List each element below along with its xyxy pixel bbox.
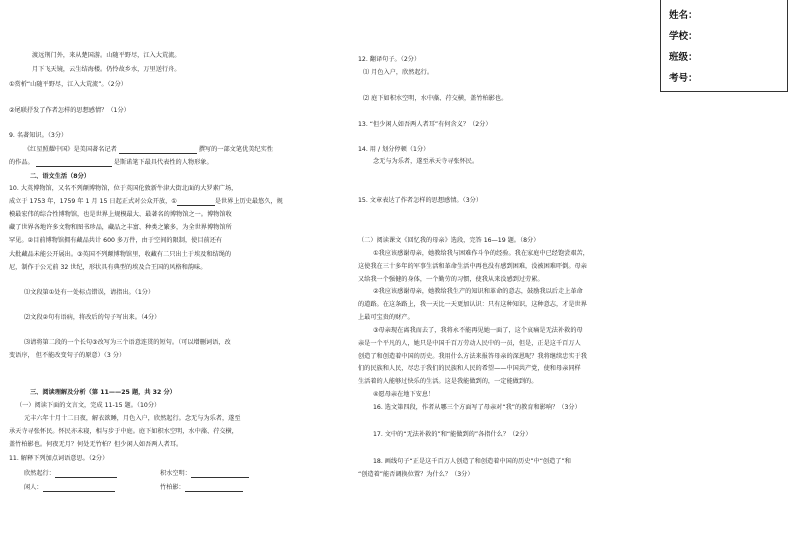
q9-text-b: 撰写的一部文笔优美纪实性 — [198, 146, 273, 153]
reading-2-line-7: ③母亲现在离我而去了，我将永不能再见她一面了，这个哀痛是无法补救的母 — [373, 327, 583, 334]
school-label: 学校： — [669, 31, 698, 42]
reading-1-line-1: 元丰六年十月十二日夜，解衣欲睡，月色入户，欣然起行。念无与为乐者，遂至 — [24, 415, 241, 422]
question-9: 9. 名著知识。（3分） — [9, 132, 68, 139]
q11-item-4: 竹柏影： — [160, 484, 243, 492]
reading-2-line-2: 这使我在三十多年的军事生活和革命生活中再也没有感到困难，没被困难吓倒。母亲 — [358, 263, 587, 270]
reading-2-line-9: 创造了和创造着中国的历史。我用什么方法来报答母亲的深恩呢？我将继续忠实于我 — [358, 353, 587, 360]
q10-line-1: 10. 大英博物馆，又名不列颠博物馆，位于英国伦敦新牛津大街北面的大罗素广场， — [9, 185, 238, 192]
q9-blank-2[interactable] — [36, 159, 112, 167]
class-label: 班级： — [669, 52, 698, 63]
q10-line-2: 成立于 1753 年，1759 年 1 月 15 日起正式对公众开放，① 是世界上历史最悠久，规 — [9, 198, 283, 205]
q9-text-c: 的作品。 — [9, 159, 34, 166]
reading-2-line-3: 又给我一个强健的身体，一个勤劳的习惯，使我从来没感到过劳累。 — [358, 276, 544, 283]
question-11: 11. 解释下列加点词语意思。（2分） — [9, 455, 109, 462]
student-info-box — [660, 0, 788, 92]
q14-sentence: 念无与为乐者，遂至承天寺寻张怀民。 — [373, 158, 479, 165]
reading-2-line-4: ②我应该感谢母亲，她教给我生产的知识和革命的意志，鼓励我以后走上革命 — [373, 288, 583, 295]
reading-2-line-6: 上最可宝贵的财产。 — [358, 314, 414, 321]
question-appreciate: ①赏析“山随平野尽，江入大荒流”。（2分） — [9, 81, 127, 88]
section-2-heading: 二、语文生活（8分） — [30, 173, 90, 180]
reading-1-title: （一）阅读下面的文言文，完成 11-15 题。（10分） — [16, 402, 161, 409]
q10-line-6: 大批藏品未能公开展出。③英国不列颠博物馆里，收藏有二只出土于埃及和结绳的 — [9, 251, 232, 258]
reading-1-line-3: 盖竹柏影也。何夜无月？何处无竹柏？但少闲人如吾两人者耳。 — [9, 441, 183, 448]
question-17: 17. 文中的“无法补救的”和“能做到的”各指什么？（2分） — [373, 431, 532, 438]
q9-text-a: 《红星照耀中国》是美国著名记者 — [24, 146, 117, 153]
q12-sub-1: ⑴ 月色入户，欣然起行。 — [363, 69, 434, 76]
q10-sub-3-line-2: 变语序， 但不能改变句子的原意）（3 分） — [9, 352, 126, 359]
name-label: 姓名： — [669, 10, 698, 21]
reading-2-title: （二）阅读课文《回忆我的母亲》选段，完答 16—19 题。（8分） — [358, 237, 540, 244]
reading-2-line-8: 亲是一个平凡的人，她只是中国千百万劳动人民中的一员，但是，正是这千百万人 — [358, 340, 581, 347]
reading-1-line-2: 承天寺寻张怀民。怀民亦未寝，相与步于中庭。庭下如积水空明，水中藻、荇交横， — [9, 428, 238, 435]
question-13: 13. “但少闲人如吾两人者耳”有何含义？（2分） — [358, 121, 492, 128]
q9-blank-1[interactable] — [119, 146, 197, 154]
q10-line-7: 尼，制作于公元前 32 世纪，形状具有典型的埃及合王国的风格和韵味。 — [9, 264, 207, 271]
question-14: 14. 用 / 划分停顿（1分） — [358, 146, 430, 153]
question-9-line-1 — [24, 146, 273, 154]
q11-item-2: 积水空明： — [160, 470, 249, 478]
question-thought: ②尾联抒发了作者怎样的思想感情？（1分） — [9, 107, 130, 114]
exam-number-label: 考号： — [669, 73, 698, 84]
q11-item-1: 欣然起行： — [24, 470, 117, 478]
q11-item-3: 闲人： — [24, 484, 115, 492]
q10-line-3: 模最宏伟的综合性博物馆，也是世界上规模最大、最著名的博物馆之一。博物馆收 — [9, 211, 232, 218]
q10-sub-1: ⑴文段第①处有一处标点错误，请指出。（1分） — [24, 289, 155, 296]
reading-2-line-1: ①我应该感谢母亲，她教给我与困难作斗争的经验。我在家庭中已经饱尝艰苦， — [373, 250, 589, 257]
q9-text-d: 是斯诺笔下最具代表性的人物形象。 — [113, 159, 213, 166]
q10-line-4: 藏了世界各地许多文物和图书珍品，藏品之丰富、种类之繁多，为全世界博物馆所 — [9, 224, 232, 231]
question-9-line-2 — [9, 159, 213, 167]
reading-2-line-12: ④愿母亲在地下安息！ — [373, 391, 435, 398]
poem-line-1: 渡远荆门外，来从楚国游。山随平野尽，江入大荒流。 — [32, 52, 181, 59]
q12-sub-2: ⑵ 庭下如积水空明，水中藻、荇交横，盖竹柏影也。 — [363, 95, 508, 102]
q10-sub-3-line-1: ⑶请将第二段的一个长句③改写为三个语意连贯的短句。（可以增删词语，改 — [24, 339, 231, 346]
section-3-heading: 三、阅读理解及分析（第 11——25 题，共 32 分） — [30, 389, 176, 396]
reading-2-line-5: 的道路。在这条路上，我一天比一天更加认识：只有这种知识，这种意志，才是世界 — [358, 301, 587, 308]
q10-sub-2: ⑵文段②句有语病，将改后的句子写出来。（4分） — [24, 314, 161, 321]
question-18-line-1: 18. 画线句子“正是这千百万人创造了和创造着中国的历史”中“创造了”和 — [373, 458, 571, 465]
q11-blank-3[interactable] — [43, 484, 115, 492]
question-18-line-2: “创造着”能否调换位置？为什么？（3分） — [358, 471, 474, 478]
q10-blank[interactable] — [177, 198, 215, 206]
reading-2-line-11: 生活着的人能够过快乐的生活。这是我能做到的，一定能做到的。 — [358, 378, 538, 385]
q11-blank-1[interactable] — [55, 470, 117, 478]
question-15: 15. 文章表达了作者怎样的思想感情。（3分） — [358, 197, 483, 204]
q11-blank-4[interactable] — [185, 484, 243, 492]
question-16: 16. 选文第四段，作者从哪三个方面写了母亲对“我”的教育和影响？（3分） — [373, 404, 581, 411]
poem-line-2: 月下飞天镜，云生结海楼。仍怜故乡水，万里送行舟。 — [32, 66, 181, 73]
reading-2-line-10: 们的民族和人民，尽忠于我们的民族和人民的希望——中国共产党，使和母亲同样 — [358, 365, 581, 372]
q10-line-5: 罕见。②目前博物馆拥有藏品共计 600 多万件，由于空间的限制，使目前还有 — [9, 237, 223, 244]
q11-blank-2[interactable] — [191, 470, 249, 478]
question-12: 12. 翻译句子。（2分） — [358, 56, 421, 63]
